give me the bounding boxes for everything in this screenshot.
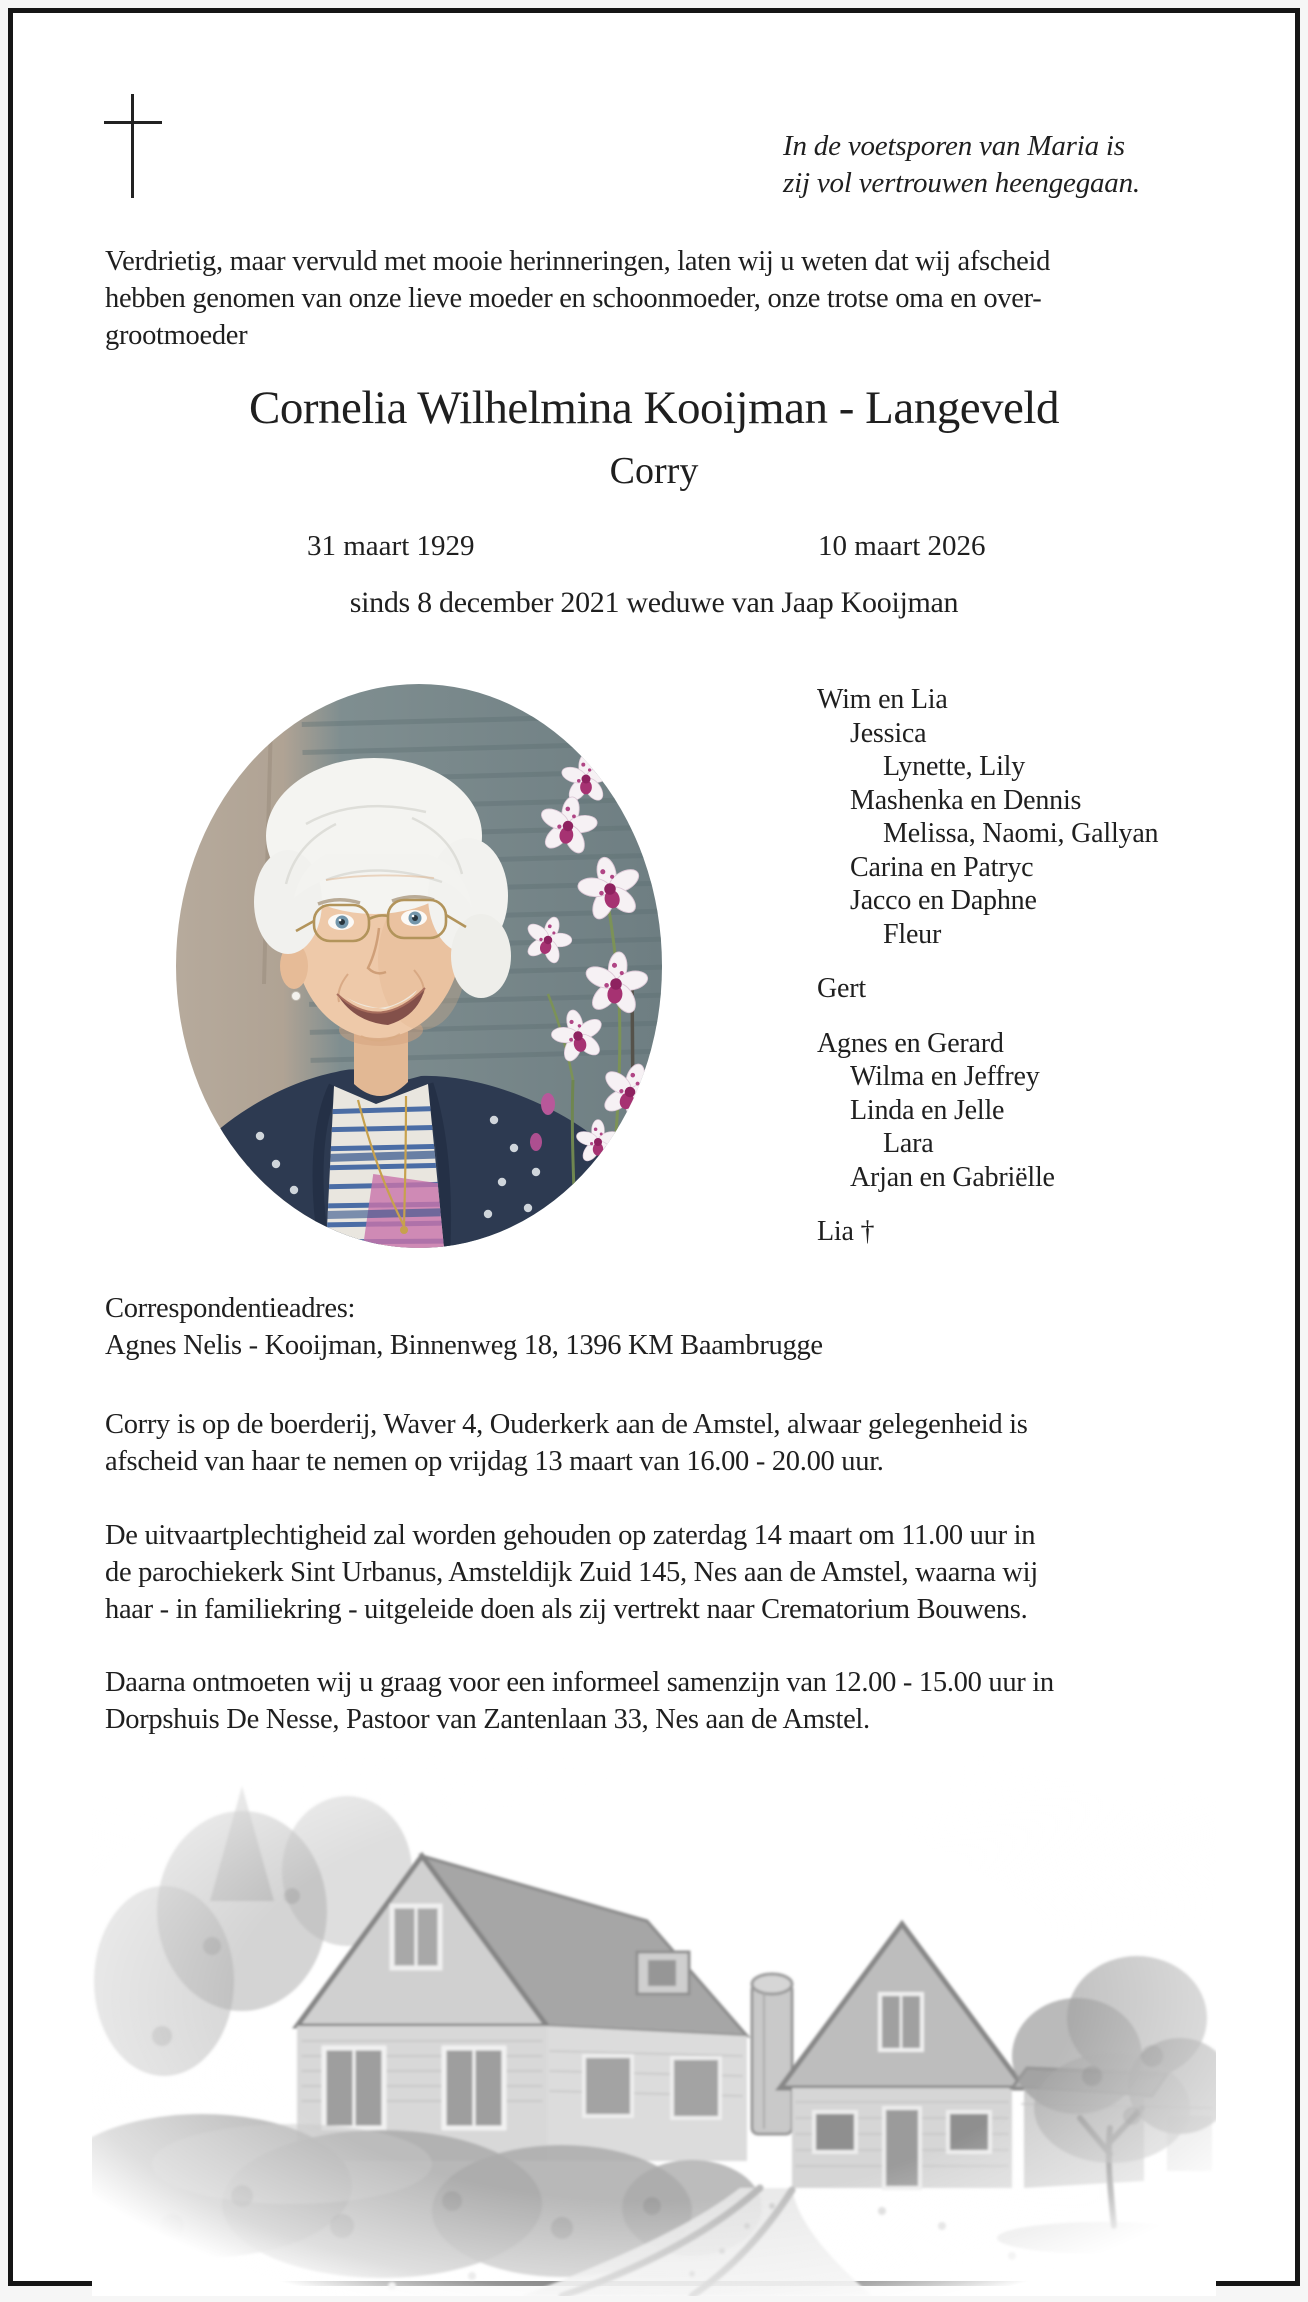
quote-line: In de voetsporen van Maria is	[783, 130, 1125, 162]
family-member: Melissa, Naomi, Gallyan	[883, 818, 1159, 849]
correspondence-address	[105, 1290, 823, 1364]
funeral-service-paragraph: De uitvaartplechtigheid zal worden gehouden op zaterdag 14 maart om 11.00 uur in de parochiekerk Sint Urbanus, Amsteldijk Zuid 145, Nes aan de Amstel, waarna wij haar - in familiekring - uitgeleide doen als zij vertrekt naar Crematorium Bouwens.	[105, 1520, 1038, 1625]
memorial-quote	[783, 128, 1140, 202]
correspondence-label: Correspondentieadres:	[105, 1293, 356, 1324]
portrait-photo	[176, 684, 662, 1248]
family-member: Gert	[817, 973, 866, 1004]
family-member: Lara	[883, 1128, 934, 1159]
announcement-paragraph: Verdrietig, maar vervuld met mooie herinneringen, laten wij u weten dat wij afscheid hebben genomen van onze lieve moeder en schoonmoeder, onze trotse oma en over- grootmoeder	[105, 246, 1051, 351]
family-member: Arjan en Gabriëlle	[850, 1161, 1055, 1193]
farm-sketch-illustration	[92, 1756, 1216, 2296]
family-member: Jessica	[850, 717, 927, 749]
family-member: Lia †	[817, 1216, 875, 1247]
memorial-cross-icon	[104, 94, 162, 198]
visitation-paragraph: Corry is op de boerderij, Waver 4, Ouderkerk aan de Amstel, alwaar gelegenheid is afscheid van haar te nemen op vrijdag 13 maart van 16.00 - 20.00 uur.	[105, 1409, 1028, 1477]
family-member: Carina en Patryc	[850, 851, 1034, 883]
family-member: Jacco en Daphne	[850, 885, 1037, 916]
family-member: Fleur	[883, 918, 942, 950]
family-member: Lynette, Lily	[883, 751, 1026, 782]
deceased-nickname: Corry	[609, 450, 699, 492]
family-names-list	[817, 683, 1158, 1249]
deceased-full-name: Cornelia Wilhelmina Kooijman - Langeveld	[249, 382, 1059, 434]
family-member: Wilma en Jeffrey	[850, 1061, 1040, 1092]
birth-date: 31 maart 1929	[307, 530, 475, 562]
death-date: 10 maart 2026	[818, 530, 986, 562]
family-member: Wim en Lia	[817, 684, 948, 715]
widow-line: sinds 8 december 2021 weduwe van Jaap Kooijman	[349, 586, 959, 619]
life-dates	[0, 530, 1308, 570]
correspondence-value: Agnes Nelis - Kooijman, Binnenweg 18, 1396 KM Baambrugge	[105, 1330, 823, 1361]
quote-line: zij vol vertrouwen heengegaan.	[783, 167, 1140, 199]
family-member: Agnes en Gerard	[817, 1027, 1004, 1059]
reception-paragraph: Daarna ontmoeten wij u graag voor een informeel samenzijn van 12.00 - 15.00 uur in Dorpshuis De Nesse, Pastoor van Zantenlaan 33, Nes aan de Amstel.	[105, 1667, 1054, 1735]
family-member: Linda en Jelle	[850, 1094, 1005, 1126]
family-member: Mashenka en Dennis	[850, 784, 1082, 816]
